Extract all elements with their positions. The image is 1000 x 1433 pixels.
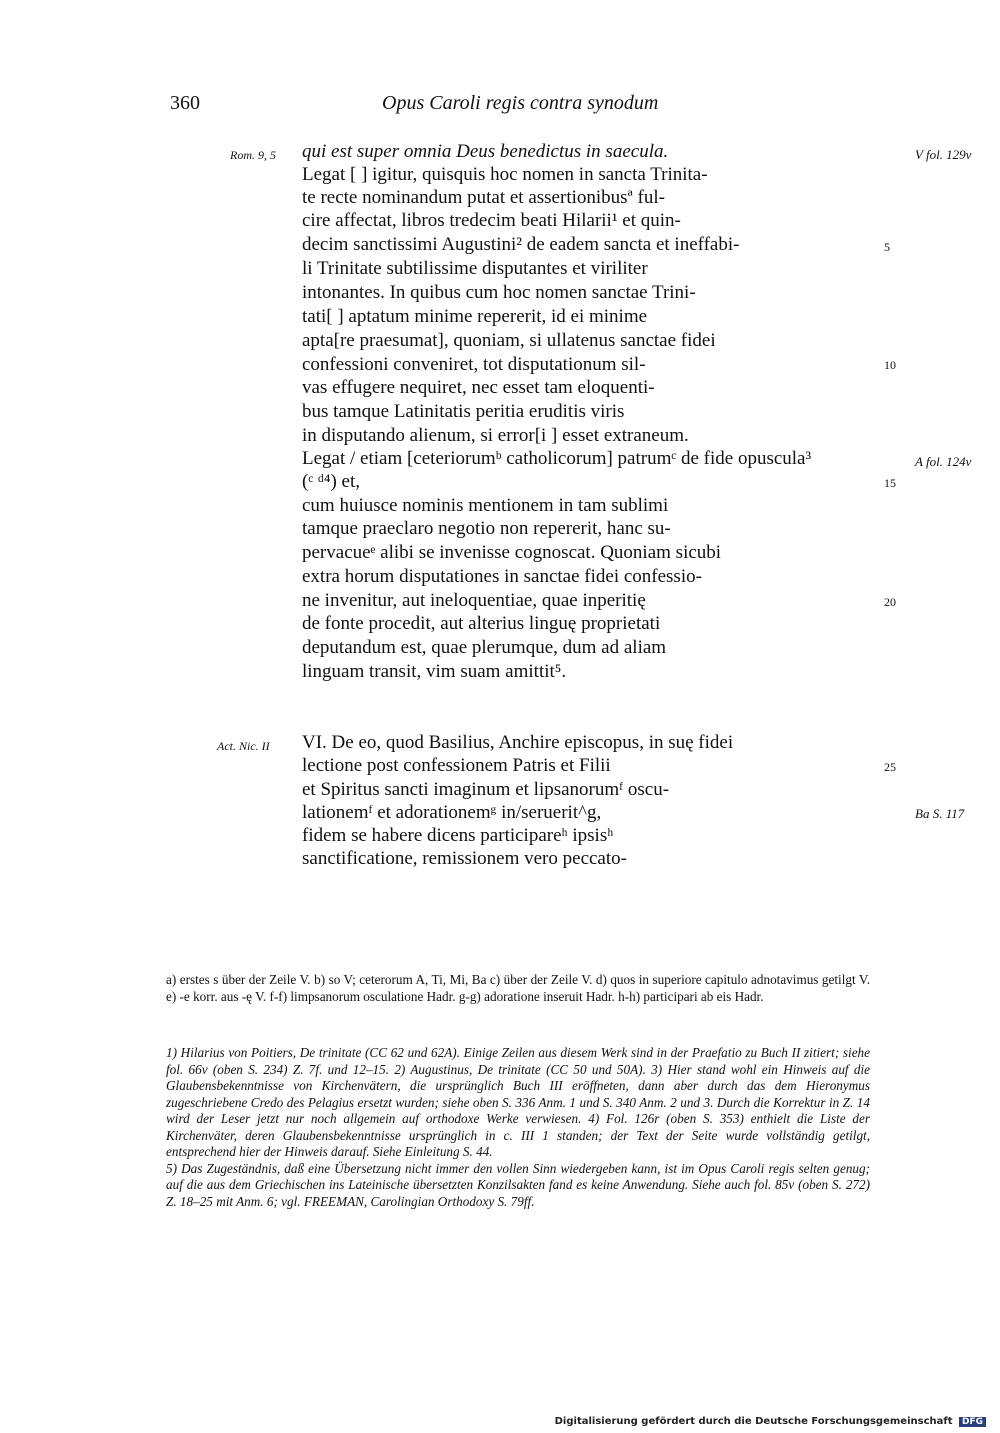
running-title: Opus Caroli regis contra synodum	[382, 92, 659, 114]
chapter-heading-line: fidem se habere dicens participareʰ ipsisʰ	[302, 825, 614, 846]
text-line: extra horum disputationes in sanctae fidei confessio-	[302, 566, 702, 587]
text-line: pervacueᵉ alibi se invenisse cognoscat. Quoniam sicubi	[302, 542, 722, 563]
text-line: deputandum est, quae plerumque, dum ad aliam	[302, 637, 667, 658]
text-line: cire affectat, libros tredecim beati Hilarii¹ et quin-	[302, 210, 681, 231]
funding-text: Digitalisierung gefördert durch die Deutsche Forschungsgemeinschaft	[554, 1416, 953, 1427]
text-line: intonantes. In quibus cum hoc nomen sanctae Trini-	[302, 282, 696, 303]
footnote-block: 1) Hilarius von Poitiers, De trinitate (CC 62 und 62A). Einige Zeilen aus diesem Werk sind in der Praefatio zu Buch II zitiert; siehe fol. 66v (oben S. 234) Z. 7f. und 12–15. 2) Augustinus, De trinitate (CC 50 und 50A). 3) Hier stand wohl ein Hinweis auf die Glaubensbekenntnisse von Kirchenvätern, die ursprünglich Buch III eröffneten, dann aber durch das dem Hieronymus zugeschriebene Credo des Pelagius ersetzt wurden; siehe oben S. 336 Anm. 1 und S. 340 Anm. 2 und 3. Durch die Korrektur in Z. 14 wird der Leser jetzt nur noch allgemein auf orthodoxe Werke verwiesen. 4) Fol. 126r (oben S. 353) enthielt die Liste der Kirchenväter, deren Glaubensbekenntnisse ursprünglich in c. III 1 standen; der Text der Seite wurde vollständig getilgt, entsprechend hier der Hinweis darauf. Siehe Einleitung S. 44.	[166, 1045, 870, 1159]
page-number: 360	[170, 92, 200, 114]
text-line: in disputando alienum, si error[i ] esset extraneum.	[302, 425, 689, 446]
line-number: 25	[884, 760, 896, 774]
line-number: 15	[884, 476, 896, 490]
chapter-heading-line: lationemᶠ et adorationemᵍ in/seruerit^g,	[302, 802, 602, 823]
footnote-block: 5) Das Zugeständnis, daß eine Übersetzung nicht immer den vollen Sinn wiedergeben kann, ist im Opus Caroli regis selten genug; auf die aus dem Griechischen ins Lateinische übersetzten Konzilsakten fand es keine Anwendung. Siehe auch fol. 85v (oben S. 272) Z. 18–25 mit Anm. 6; vgl. FREEMAN, Carolingian Orthodoxy S. 79ff.	[166, 1160, 870, 1209]
text-line: apta[re praesumat], quoniam, si ullatenus sanctae fidei	[302, 330, 716, 351]
text-line: decim sanctissimi Augustini² de eadem sancta et ineffabi-	[302, 234, 740, 255]
folio-reference: A fol. 124v	[915, 454, 972, 469]
apparatus-text: a) erstes s über der Zeile V. b) so V; ceterorum A, Ti, Mi, Ba c) über der Zeile V. d) quos in superiore capitulo adnotavimus getilgt V. e) -e korr. aus -ę V. f-f) limpsanorum osculatione Hadr. g-g) adoratione inseruit Hadr. h-h) participari ab eis Hadr.	[166, 972, 870, 1004]
text-line: Legat / etiam [ceteriorumᵇ catholicorum] patrumᶜ de fide opuscula³	[302, 448, 812, 469]
folio-reference: Ba S. 117	[915, 806, 965, 821]
text-line: Legat [ ] igitur, quisquis hoc nomen in sancta Trinita-	[302, 164, 708, 185]
text-line: cum huiusce nominis mentionem in tam sublimi	[302, 495, 669, 516]
text-line: li Trinitate subtilissime disputantes et viriliter	[302, 258, 648, 279]
chapter-heading-line: lectione post confessionem Patris et Filii	[302, 755, 611, 776]
chapter-heading-line: et Spiritus sancti imaginum et lipsanorumᶠ oscu-	[302, 779, 670, 800]
text-line: te recte nominandum putat et assertionibusª ful-	[302, 187, 665, 208]
critical-apparatus	[166, 972, 870, 1005]
text-line: bus tamque Latinitatis peritia eruditis viris	[302, 401, 625, 422]
dfg-logo: DFG	[959, 1417, 986, 1427]
footnotes	[166, 1045, 870, 1210]
line-number: 20	[884, 595, 896, 609]
line-number: 5	[884, 240, 890, 254]
funding-note	[555, 1416, 986, 1427]
chapter-heading-line: VI. De eo, quod Basilius, Anchire episcopus, in suę fidei	[302, 732, 734, 753]
text-line: vas effugere nequiret, nec esset tam eloquenti-	[302, 377, 655, 398]
text-line: tamque praeclaro negotio non repererit, hanc su-	[302, 518, 671, 539]
margin-reference: Act. Nic. II	[217, 739, 270, 753]
chapter-heading-line: sanctificatione, remissionem vero peccato-	[302, 848, 627, 869]
text-line: qui est super omnia Deus benedictus in saecula.	[302, 141, 669, 162]
text-line: tati[ ] aptatum minime repererit, id ei minime	[302, 306, 648, 327]
text-line: ne invenitur, aut ineloquentiae, quae inperitię	[302, 590, 646, 611]
line-number: 10	[884, 358, 896, 372]
text-line: linguam transit, vim suam amittit⁵.	[302, 661, 567, 682]
text-line: confessioni conveniret, tot disputationum sil-	[302, 354, 646, 375]
folio-reference: V fol. 129v	[915, 147, 972, 162]
text-line: (ᶜ ᵈ⁴) et,	[302, 471, 361, 492]
text-line: de fonte procedit, aut alterius linguę proprietati	[302, 613, 661, 634]
margin-reference: Rom. 9, 5	[230, 148, 276, 162]
